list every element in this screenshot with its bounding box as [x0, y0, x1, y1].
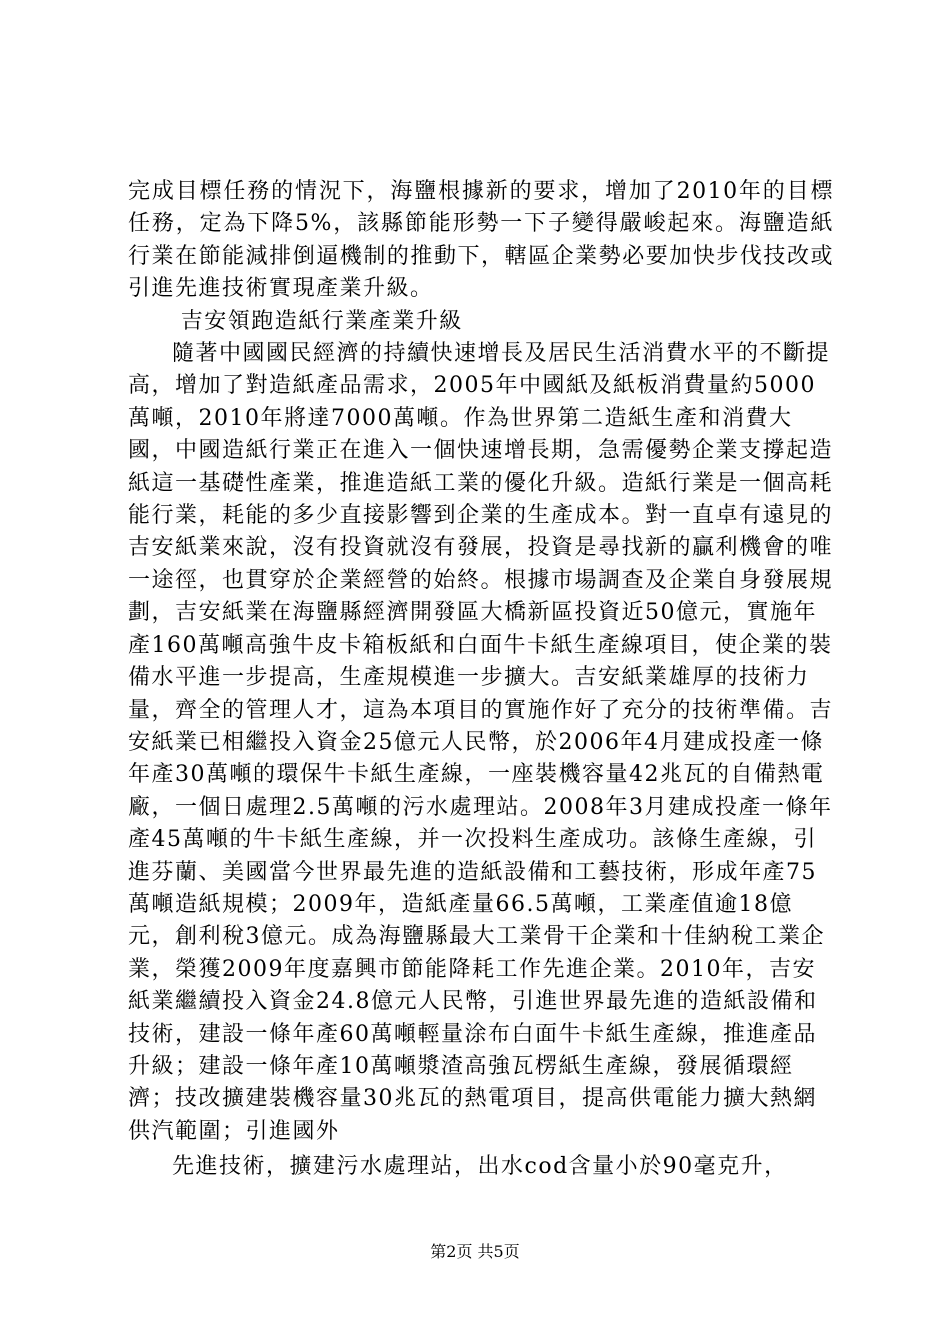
section-heading: 吉安領跑造紙行業產業升級: [180, 308, 463, 334]
page-footer: 第2页 共5页: [430, 1242, 520, 1261]
paragraph-continuation: 先進技術，擴建污水處理站，出水cod含量小於90毫克升，: [172, 1154, 788, 1180]
document-body: [128, 176, 834, 1184]
paragraph-intro: 完成目標任務的情況下，海鹽根據新的要求，增加了2010年的目標任務，定為下降5%，該縣節能形勢一下子變得嚴峻起來。海鹽造紙行業在節能減排倒逼機制的推動下，轄區企業勢必要加快步伐技改或引進先進技術實現產業升級。: [128, 179, 834, 302]
paragraph-main: 隨著中國國民經濟的持續快速增長及居民生活消費水平的不斷提高，增加了對造紙產品需求，2005年中國紙及紙板消費量約5000萬噸，2010年將達7000萬噸。作為世界第二造紙生產和消費大國，中國造紙行業正在進入一個快速增長期，急需優勢企業支撐起造紙這一基礎性產業，推進造紙工業的優化升級。造紙行業是一個高耗能行業，耗能的多少直接影響到企業的生產成本。對一直卓有遠見的吉安紙業來說，沒有投資就沒有發展，投資是尋找新的贏利機會的唯一途徑，也貫穿於企業經營的始終。根據市場調查及企業自身發展規劃，吉安紙業在海鹽縣經濟開發區大橋新區投資近50億元，實施年產160萬噸高強牛皮卡箱板紙和白面牛卡紙生產線項目，使企業的裝備水平進一步提高，生產規模進一步擴大。吉安紙業雄厚的技術力量，齊全的管理人才，這為本項目的實施作好了充分的技術準備。吉安紙業已相繼投入資金25億元人民幣，於2006年4月建成投產一條年產30萬噸的環保牛卡紙生產線，一座裝機容量42兆瓦的自備熱電廠，一個日處理2.5萬噸的污水處理站。2008年3月建成投產一條年產45萬噸的牛卡紙生產線，并一次投料生產成功。該條生產線，引進芬蘭、美國當今世界最先進的造紙設備和工藝技術，形成年產75萬噸造紙規模；2009年，造紙產量66.5萬噸，工業產值逾18億元，創利稅3億元。成為海鹽縣最大工業骨干企業和十佳納稅工業企業，榮獲2009年度嘉興市節能降耗工作先進企業。2010年，吉安紙業繼續投入資金24.8億元人民幣，引進世界最先進的造紙設備和技術，建設一條年產60萬噸輕量涂布白面牛卡紙生產線，推進產品升級；建設一條年產10萬噸漿渣高強瓦楞紙生產線，發展循環經濟；技改擴建裝機容量30兆瓦的熱電項目，提高供電能力擴大熱網供汽範圍；引進國外: [128, 341, 834, 1144]
